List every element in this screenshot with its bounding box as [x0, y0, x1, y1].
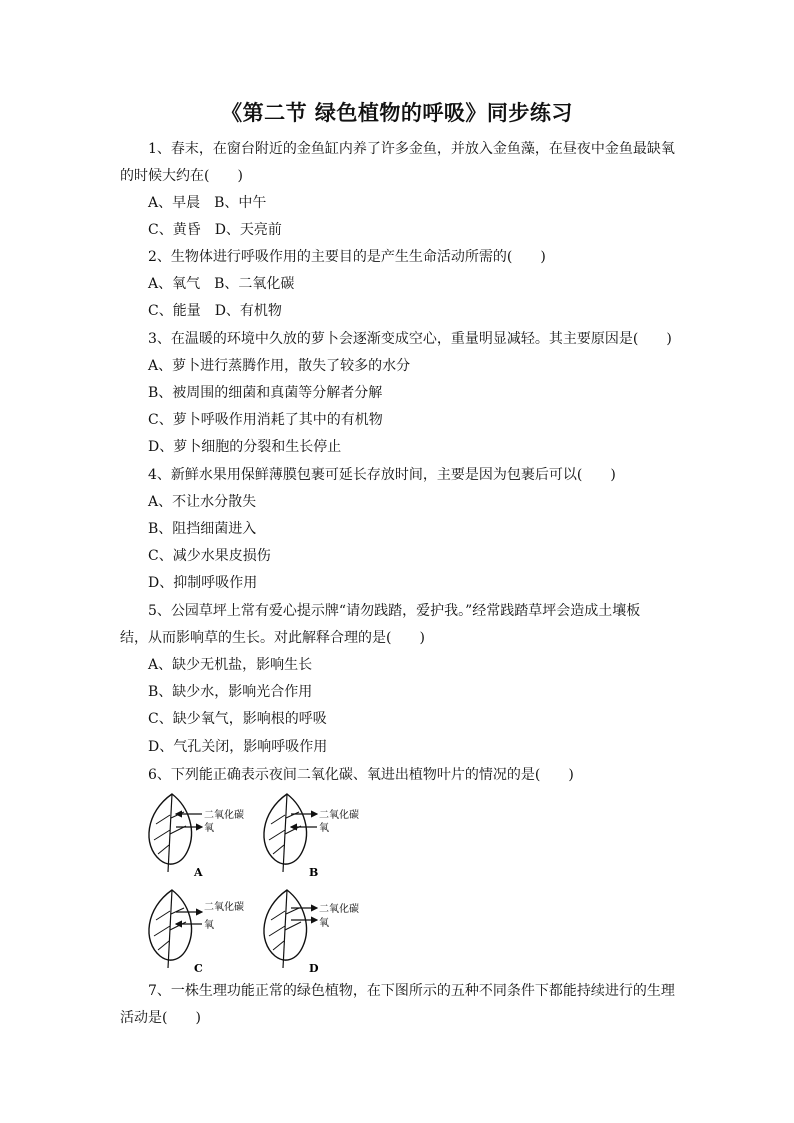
question-5-option-b: B、缺少水，影响光合作用 — [148, 684, 313, 700]
figure-d-o2-label: 氧 — [319, 918, 329, 929]
question-3-stem: 3、在温暖的环境中久放的萝卜会逐渐变成空心，重量明显减轻。其主要原因是( ) — [148, 331, 672, 347]
page-title: 《第二节 绿色植物的呼吸》同步练习 — [221, 100, 573, 125]
question-5-option-a: A、缺少无机盐，影响生长 — [148, 657, 313, 673]
figure-c-letter: C — [194, 962, 203, 975]
figure-d-letter: D — [309, 962, 319, 975]
question-1-stem-cont: 的时候大约在( ) — [120, 168, 243, 184]
question-1-options-cd: C、黄昏 D、天亮前 — [148, 222, 282, 238]
question-3-option-c: C、萝卜呼吸作用消耗了其中的有机物 — [148, 412, 383, 428]
question-3-option-d: D、萝卜细胞的分裂和生长停止 — [148, 439, 342, 455]
figure-b-o2-label: 氧 — [319, 823, 329, 834]
question-2-options-ab: A、氧气 B、二氧化碳 — [148, 276, 295, 292]
question-2-options-cd: C、能量 D、有机物 — [148, 303, 282, 319]
figure-b-co2-label: 二氧化碳 — [319, 810, 359, 821]
figure-d — [264, 890, 359, 975]
figure-a-letter: A — [194, 866, 203, 879]
question-5-stem: 5、公园草坪上常有爱心提示牌“请勿践踏，爱护我。”经常践踏草坪会造成土壤板 — [148, 603, 641, 619]
question-4-stem: 4、新鲜水果用保鲜薄膜包裹可延长存放时间，主要是因为包裹后可以( ) — [148, 467, 616, 483]
figure-c-o2-label: 氧 — [204, 920, 214, 931]
question-3-option-b: B、被周围的细菌和真菌等分解者分解 — [148, 385, 383, 401]
figure-c-co2-label: 二氧化碳 — [204, 902, 244, 913]
question-1-stem: 1、春末，在窗台附近的金鱼缸内养了许多金鱼，并放入金鱼藻，在昼夜中金鱼最缺氧 — [148, 141, 675, 157]
question-4-option-a: A、不让水分散失 — [148, 494, 257, 510]
question-6-stem: 6、下列能正确表示夜间二氧化碳、氧进出植物叶片的情况的是( ) — [148, 767, 574, 783]
question-4-option-c: C、减少水果皮损伤 — [148, 548, 271, 564]
figure-b — [264, 794, 359, 879]
question-5-stem-cont: 结，从而影响草的生长。对此解释合理的是( ) — [120, 630, 425, 646]
question-2-stem: 2、生物体进行呼吸作用的主要目的是产生生命活动所需的( ) — [148, 249, 546, 265]
figure-a-co2-label: 二氧化碳 — [204, 810, 244, 821]
question-4-option-b: B、阻挡细菌进入 — [148, 521, 257, 537]
figure-a — [149, 794, 244, 879]
question-7-stem: 7、一株生理功能正常的绿色植物，在下图所示的五种不同条件下都能持续进行的生理 — [148, 983, 675, 999]
question-5-option-d: D、气孔关闭，影响呼吸作用 — [148, 739, 328, 755]
question-4-option-d: D、抑制呼吸作用 — [148, 575, 258, 591]
question-5-option-c: C、缺少氧气，影响根的呼吸 — [148, 711, 327, 727]
figure-a-o2-label: 氧 — [204, 823, 214, 834]
figure-c — [149, 890, 244, 975]
question-3-option-a: A、萝卜进行蒸腾作用，散失了较多的水分 — [148, 358, 411, 374]
question-7-stem-cont: 活动是( ) — [120, 1010, 201, 1026]
question-1-options-ab: A、早晨 B、中午 — [148, 195, 267, 211]
figure-b-letter: B — [309, 866, 319, 879]
leaf-figures — [140, 790, 400, 980]
figure-d-co2-label: 二氧化碳 — [319, 904, 359, 915]
